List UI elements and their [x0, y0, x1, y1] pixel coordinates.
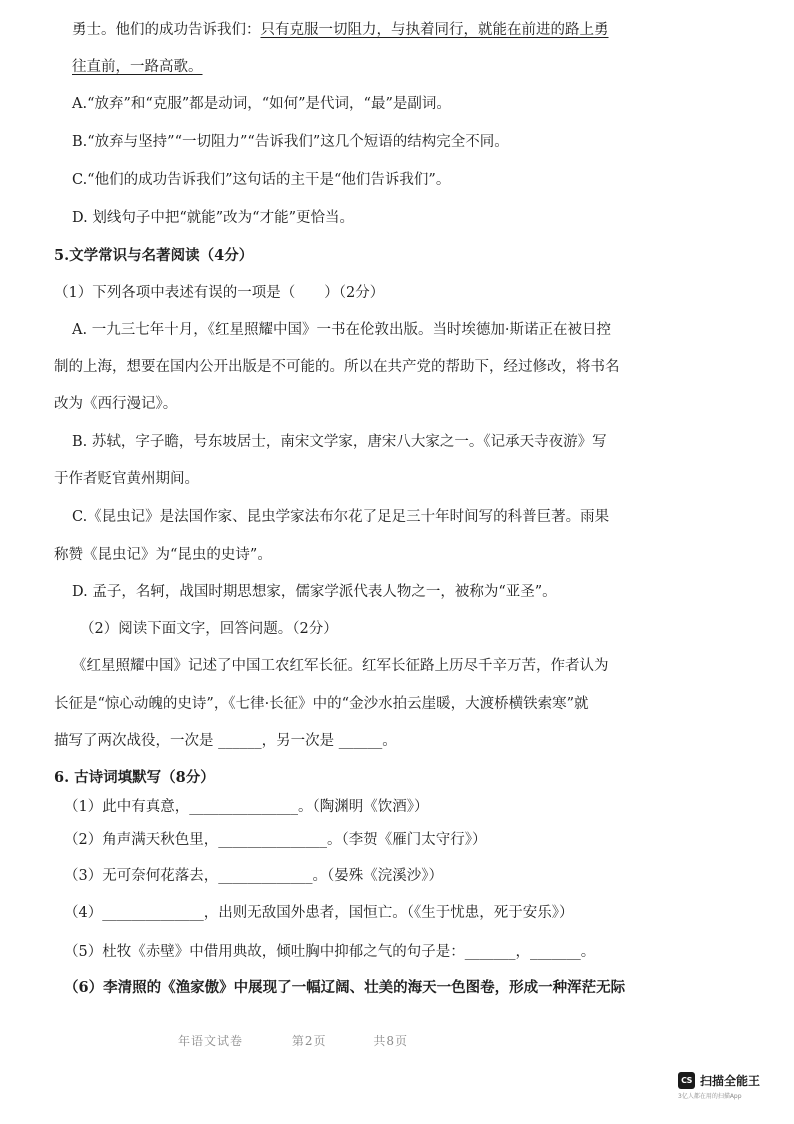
watermark-app-name: 扫描全能王	[700, 1074, 761, 1088]
option-b: B.“放弃与坚持”“一切阻力”“告诉我们”这几个短语的结构完全不同。	[72, 134, 509, 150]
q5-option-a-cont: 改为《西行漫记》。	[54, 396, 178, 412]
poem-blank-4: （4）______________，出则无敌国外患者，国恒亡。（《生于忧患，死于安乐》）	[64, 905, 574, 921]
q5-option-c: C.《昆虫记》是法国作家、昆虫学家法布尔花了足足三十年时间写的科普巨著。雨果	[72, 509, 610, 525]
question-5-2: （2）阅读下面文字，回答问题。（2分）	[80, 621, 338, 637]
text-line	[72, 20, 609, 40]
scanner-watermark	[678, 1072, 760, 1100]
footer-total-pages: 共8页	[373, 1034, 408, 1048]
footer-subject: 年语文试卷	[178, 1034, 244, 1048]
q5-option-c-cont: 称赞《昆虫记》为“昆虫的史诗”。	[54, 547, 272, 563]
reading-passage-cont: 长征是“惊心动魄的史诗”，《七律·长征》中的“金沙水拍云崖暖，大渡桥横铁索寒”就	[54, 696, 589, 712]
option-d: D. 划线句子中把“就能”改为“才能”更恰当。	[72, 210, 354, 226]
underlined-sentence: 只有克服一切阻力，与执着同行，就能在前进的路上勇	[260, 22, 609, 38]
watermark-tagline: 3亿人都在用的扫描App	[678, 1093, 742, 1100]
poem-blank-1: （1）此中有真意，_______________。（陶渊明《饮酒》）	[64, 799, 429, 815]
poem-blank-3: （3）无可奈何花落去，_____________。（晏殊《浣溪沙》）	[64, 868, 443, 884]
q5-option-b: B. 苏轼，字子瞻，号东坡居士，南宋文学家，唐宋八大家之一。《记承天寺夜游》写	[72, 434, 607, 450]
q5-option-a: A. 一九三七年十月，《红星照耀中国》一书在伦敦出版。当时埃德加·斯诺正在被日控	[72, 322, 612, 338]
handwritten-text: 勇士。他们的成功告诉我们：	[72, 22, 261, 38]
footer-page-number: 第2页	[291, 1034, 327, 1048]
question-5-1: （1）下列各项中表述有误的一项是（ ）（2分）	[54, 285, 385, 301]
section-heading-6: 6. 古诗词填默写（8分）	[54, 769, 215, 786]
camscanner-logo-icon: CS	[678, 1072, 695, 1089]
reading-passage: 《红星照耀中国》记述了中国工农红军长征。红军长征路上历尽千辛万苦，作者认为	[72, 658, 609, 674]
section-heading-5: 5.文学常识与名著阅读（4分）	[54, 247, 254, 264]
underlined-sentence-cont: 往直前，一路高歌。	[72, 59, 203, 75]
fill-in-blank: 描写了两次战役，一次是 ______，另一次是 ______。	[54, 733, 397, 749]
poem-blank-2: （2）角声满天秋色里，_______________。（李贺《雁门太守行》）	[64, 832, 487, 848]
q5-option-d: D. 孟子，名轲，战国时期思想家，儒家学派代表人物之一，被称为“亚圣”。	[72, 584, 557, 600]
option-a: A.“放弃”和“克服”都是动词，“如何”是代词，“最”是副词。	[72, 96, 451, 112]
q5-option-b-cont: 于作者贬官黄州期间。	[54, 471, 199, 487]
option-c: C.“他们的成功告诉我们”这句话的主干是“他们告诉我们”。	[72, 172, 451, 188]
poem-blank-6: （6）李清照的《渔家傲》中展现了一幅辽阔、壮美的海天一色图卷，形成一种浑茫无际	[64, 979, 626, 996]
poem-blank-5: （5）杜牧《赤壁》中借用典故，倾吐胸中抑郁之气的句子是：_______，_______。	[64, 944, 596, 960]
page-footer	[178, 1032, 408, 1049]
q5-option-a-cont: 制的上海，想要在国内公开出版是不可能的。所以在共产党的帮助下，经过修改，将书名	[54, 359, 620, 375]
